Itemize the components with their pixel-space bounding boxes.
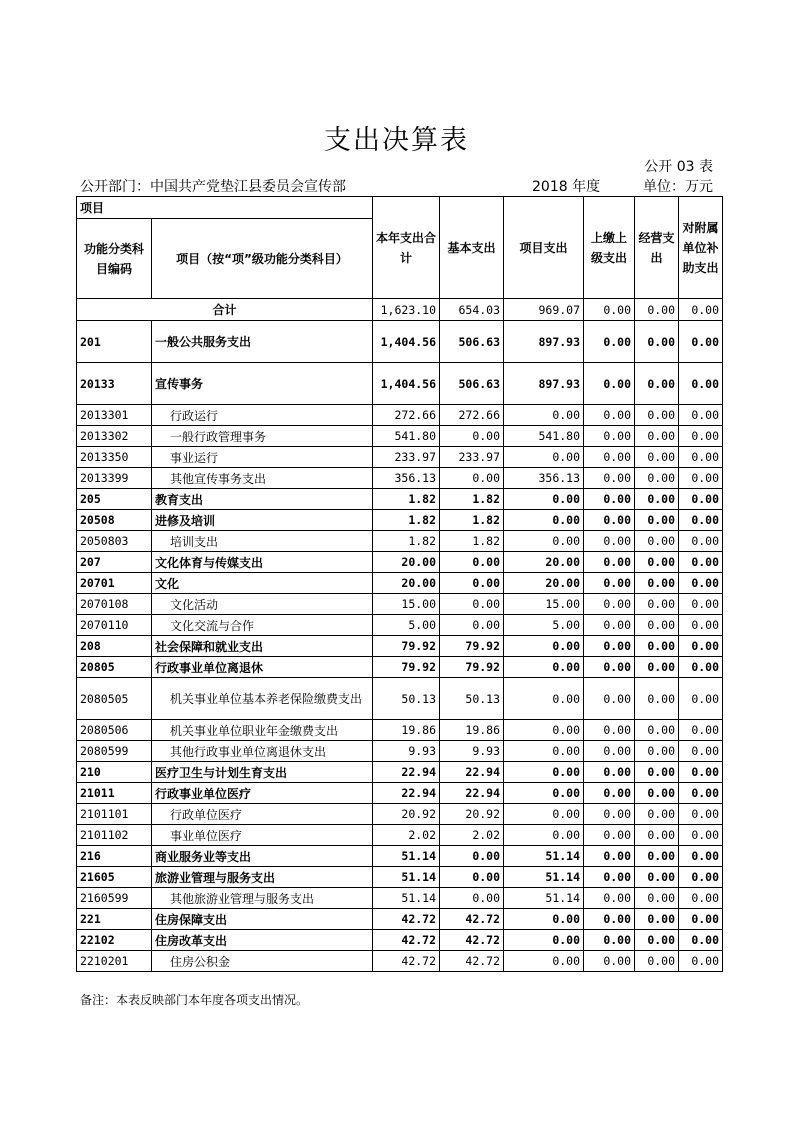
row-upper: 0.00 — [584, 720, 635, 741]
row-name: 一般行政管理事务 — [152, 426, 373, 447]
row-affiliated: 0.00 — [679, 552, 723, 573]
row-upper: 0.00 — [584, 762, 635, 783]
row-total: 541.80 — [373, 426, 440, 447]
row-name: 住房公积金 — [152, 951, 373, 972]
row-basic: 19.86 — [440, 720, 504, 741]
row-code: 20701 — [77, 573, 152, 594]
row-upper: 0.00 — [584, 888, 635, 909]
row-total: 79.92 — [373, 657, 440, 678]
row-total: 20.00 — [373, 552, 440, 573]
table-row — [77, 636, 723, 657]
row-total: 51.14 — [373, 867, 440, 888]
row-name: 商业服务业等支出 — [152, 846, 373, 867]
row-affiliated: 0.00 — [679, 762, 723, 783]
row-affiliated: 0.00 — [679, 615, 723, 636]
table-row — [77, 930, 723, 951]
row-affiliated: 0.00 — [679, 363, 723, 405]
row-code: 2210201 — [77, 951, 152, 972]
row-name: 事业运行 — [152, 447, 373, 468]
row-name: 文化活动 — [152, 594, 373, 615]
table-row — [77, 594, 723, 615]
row-basic: 2.02 — [440, 825, 504, 846]
header-total: 本年支出合计 — [373, 197, 440, 299]
row-affiliated: 0.00 — [679, 930, 723, 951]
table-row — [77, 867, 723, 888]
table-row — [77, 846, 723, 867]
row-code: 201 — [77, 321, 152, 363]
row-code: 21011 — [77, 783, 152, 804]
table-row — [77, 489, 723, 510]
row-upper: 0.00 — [584, 573, 635, 594]
row-upper: 0.00 — [584, 657, 635, 678]
row-total: 15.00 — [373, 594, 440, 615]
row-total: 20.00 — [373, 573, 440, 594]
total-business: 0.00 — [635, 299, 679, 321]
row-upper: 0.00 — [584, 510, 635, 531]
row-business: 0.00 — [635, 405, 679, 426]
row-total: 233.97 — [373, 447, 440, 468]
row-project: 0.00 — [504, 783, 584, 804]
row-upper: 0.00 — [584, 321, 635, 363]
form-number: 公开 03 表 — [644, 159, 713, 175]
row-basic: 79.92 — [440, 657, 504, 678]
row-project: 0.00 — [504, 930, 584, 951]
department-label: 公开部门：中国共产党垫江县委员会宣传部 — [80, 179, 346, 195]
row-total: 1,404.56 — [373, 363, 440, 405]
row-project: 356.13 — [504, 468, 584, 489]
row-total: 79.92 — [373, 636, 440, 657]
row-basic: 42.72 — [440, 951, 504, 972]
total-label: 合计 — [77, 299, 373, 321]
row-business: 0.00 — [635, 678, 679, 720]
row-basic: 506.63 — [440, 363, 504, 405]
row-business: 0.00 — [635, 804, 679, 825]
row-total: 42.72 — [373, 951, 440, 972]
table-row — [77, 426, 723, 447]
row-total: 2.02 — [373, 825, 440, 846]
row-affiliated: 0.00 — [679, 594, 723, 615]
row-upper: 0.00 — [584, 741, 635, 762]
row-business: 0.00 — [635, 489, 679, 510]
row-total: 9.93 — [373, 741, 440, 762]
row-total: 356.13 — [373, 468, 440, 489]
row-basic: 0.00 — [440, 846, 504, 867]
row-upper: 0.00 — [584, 552, 635, 573]
row-name: 住房改革支出 — [152, 930, 373, 951]
row-name: 教育支出 — [152, 489, 373, 510]
row-name: 行政运行 — [152, 405, 373, 426]
table-row — [77, 741, 723, 762]
table-row — [77, 615, 723, 636]
table-row — [77, 720, 723, 741]
table-row — [77, 468, 723, 489]
header-basic: 基本支出 — [440, 197, 504, 299]
row-total: 51.14 — [373, 846, 440, 867]
row-upper: 0.00 — [584, 531, 635, 552]
row-project: 0.00 — [504, 825, 584, 846]
row-business: 0.00 — [635, 573, 679, 594]
header-project: 项目支出 — [504, 197, 584, 299]
row-business: 0.00 — [635, 741, 679, 762]
row-project: 0.00 — [504, 489, 584, 510]
row-basic: 0.00 — [440, 867, 504, 888]
row-affiliated: 0.00 — [679, 657, 723, 678]
row-business: 0.00 — [635, 930, 679, 951]
row-code: 21605 — [77, 867, 152, 888]
row-code: 2013302 — [77, 426, 152, 447]
row-project: 5.00 — [504, 615, 584, 636]
table-row — [77, 951, 723, 972]
row-project: 0.00 — [504, 741, 584, 762]
row-code: 2050803 — [77, 531, 152, 552]
row-total: 1.82 — [373, 510, 440, 531]
table-row — [77, 363, 723, 405]
row-basic: 0.00 — [440, 594, 504, 615]
row-upper: 0.00 — [584, 426, 635, 447]
row-basic: 1.82 — [440, 510, 504, 531]
row-total: 1,404.56 — [373, 321, 440, 363]
row-basic: 79.92 — [440, 636, 504, 657]
row-affiliated: 0.00 — [679, 783, 723, 804]
table-row — [77, 552, 723, 573]
row-business: 0.00 — [635, 867, 679, 888]
row-basic: 22.94 — [440, 762, 504, 783]
row-upper: 0.00 — [584, 846, 635, 867]
row-basic: 42.72 — [440, 909, 504, 930]
unit-label: 单位：万元 — [643, 179, 713, 195]
row-name: 住房保障支出 — [152, 909, 373, 930]
table-row — [77, 783, 723, 804]
row-code: 20508 — [77, 510, 152, 531]
table-row — [77, 321, 723, 363]
table-row — [77, 405, 723, 426]
row-name: 文化交流与合作 — [152, 615, 373, 636]
row-business: 0.00 — [635, 888, 679, 909]
row-total: 42.72 — [373, 930, 440, 951]
row-affiliated: 0.00 — [679, 888, 723, 909]
table-row — [77, 510, 723, 531]
row-name: 机关事业单位职业年金缴费支出 — [152, 720, 373, 741]
row-total: 42.72 — [373, 909, 440, 930]
row-business: 0.00 — [635, 657, 679, 678]
row-total: 51.14 — [373, 888, 440, 909]
row-project: 0.00 — [504, 720, 584, 741]
row-business: 0.00 — [635, 615, 679, 636]
row-business: 0.00 — [635, 510, 679, 531]
row-business: 0.00 — [635, 846, 679, 867]
row-upper: 0.00 — [584, 867, 635, 888]
row-business: 0.00 — [635, 762, 679, 783]
table-row — [77, 531, 723, 552]
row-code: 2013350 — [77, 447, 152, 468]
meta-line — [80, 176, 713, 196]
row-project: 20.00 — [504, 552, 584, 573]
row-business: 0.00 — [635, 363, 679, 405]
row-basic: 0.00 — [440, 468, 504, 489]
row-upper: 0.00 — [584, 636, 635, 657]
row-name: 一般公共服务支出 — [152, 321, 373, 363]
row-total: 50.13 — [373, 678, 440, 720]
row-project: 897.93 — [504, 321, 584, 363]
total-basic: 654.03 — [440, 299, 504, 321]
row-name: 文化 — [152, 573, 373, 594]
table-row — [77, 447, 723, 468]
row-affiliated: 0.00 — [679, 804, 723, 825]
row-basic: 506.63 — [440, 321, 504, 363]
row-name: 行政事业单位离退休 — [152, 657, 373, 678]
total-total: 1,623.10 — [373, 299, 440, 321]
total-project: 969.07 — [504, 299, 584, 321]
header-upper: 上缴上级支出 — [584, 197, 635, 299]
row-project: 897.93 — [504, 363, 584, 405]
footnote: 备注：本表反映部门本年度各项支出情况。 — [80, 993, 309, 1007]
row-basic: 42.72 — [440, 930, 504, 951]
row-business: 0.00 — [635, 468, 679, 489]
row-upper: 0.00 — [584, 468, 635, 489]
row-basic: 1.82 — [440, 489, 504, 510]
row-project: 0.00 — [504, 909, 584, 930]
row-basic: 0.00 — [440, 573, 504, 594]
row-project: 0.00 — [504, 762, 584, 783]
row-basic: 20.92 — [440, 804, 504, 825]
table-row — [77, 573, 723, 594]
row-affiliated: 0.00 — [679, 531, 723, 552]
row-upper: 0.00 — [584, 363, 635, 405]
row-business: 0.00 — [635, 783, 679, 804]
row-name: 培训支出 — [152, 531, 373, 552]
total-affiliated: 0.00 — [679, 299, 723, 321]
row-upper: 0.00 — [584, 951, 635, 972]
row-affiliated: 0.00 — [679, 720, 723, 741]
row-total: 1.82 — [373, 531, 440, 552]
row-basic: 233.97 — [440, 447, 504, 468]
row-basic: 272.66 — [440, 405, 504, 426]
row-affiliated: 0.00 — [679, 426, 723, 447]
row-affiliated: 0.00 — [679, 321, 723, 363]
table-row — [77, 909, 723, 930]
row-total: 272.66 — [373, 405, 440, 426]
row-basic: 9.93 — [440, 741, 504, 762]
row-code: 208 — [77, 636, 152, 657]
row-business: 0.00 — [635, 594, 679, 615]
header-code: 功能分类科目编码 — [77, 219, 152, 299]
table-row — [77, 657, 723, 678]
header-business: 经营支出 — [635, 197, 679, 299]
row-code: 221 — [77, 909, 152, 930]
row-business: 0.00 — [635, 720, 679, 741]
row-code: 2101102 — [77, 825, 152, 846]
row-code: 2070110 — [77, 615, 152, 636]
row-code: 2013399 — [77, 468, 152, 489]
row-project: 541.80 — [504, 426, 584, 447]
row-code: 22102 — [77, 930, 152, 951]
row-project: 0.00 — [504, 405, 584, 426]
row-name: 机关事业单位基本养老保险缴费支出 — [152, 678, 373, 720]
row-code: 210 — [77, 762, 152, 783]
row-project: 51.14 — [504, 867, 584, 888]
row-name: 事业单位医疗 — [152, 825, 373, 846]
row-name: 文化体育与传媒支出 — [152, 552, 373, 573]
row-code: 2160599 — [77, 888, 152, 909]
expenditure-table — [76, 196, 723, 972]
row-total: 22.94 — [373, 783, 440, 804]
table-row — [77, 825, 723, 846]
row-code: 2080599 — [77, 741, 152, 762]
row-code: 2070108 — [77, 594, 152, 615]
row-name: 医疗卫生与计划生育支出 — [152, 762, 373, 783]
row-business: 0.00 — [635, 321, 679, 363]
row-total: 1.82 — [373, 489, 440, 510]
row-affiliated: 0.00 — [679, 846, 723, 867]
row-code: 205 — [77, 489, 152, 510]
row-affiliated: 0.00 — [679, 405, 723, 426]
row-project: 0.00 — [504, 678, 584, 720]
row-name: 行政事业单位医疗 — [152, 783, 373, 804]
row-name: 宣传事务 — [152, 363, 373, 405]
row-upper: 0.00 — [584, 405, 635, 426]
row-project: 0.00 — [504, 447, 584, 468]
row-total: 19.86 — [373, 720, 440, 741]
row-upper: 0.00 — [584, 930, 635, 951]
row-affiliated: 0.00 — [679, 468, 723, 489]
table-row — [77, 888, 723, 909]
row-affiliated: 0.00 — [679, 741, 723, 762]
row-affiliated: 0.00 — [679, 951, 723, 972]
total-row — [77, 299, 723, 321]
row-affiliated: 0.00 — [679, 573, 723, 594]
header-affiliated: 对附属单位补助支出 — [679, 197, 723, 299]
row-business: 0.00 — [635, 531, 679, 552]
row-code: 216 — [77, 846, 152, 867]
row-total: 5.00 — [373, 615, 440, 636]
row-name: 其他旅游业管理与服务支出 — [152, 888, 373, 909]
row-name: 进修及培训 — [152, 510, 373, 531]
row-basic: 0.00 — [440, 615, 504, 636]
row-project: 51.14 — [504, 846, 584, 867]
row-project: 0.00 — [504, 657, 584, 678]
row-business: 0.00 — [635, 552, 679, 573]
row-affiliated: 0.00 — [679, 825, 723, 846]
row-basic: 22.94 — [440, 783, 504, 804]
page-title: 支出决算表 — [324, 125, 469, 156]
year-label: 2018 年度 — [532, 179, 601, 195]
row-project: 0.00 — [504, 951, 584, 972]
table-row — [77, 804, 723, 825]
row-code: 2101101 — [77, 804, 152, 825]
row-code: 2080505 — [77, 678, 152, 720]
row-code: 2013301 — [77, 405, 152, 426]
row-name: 社会保障和就业支出 — [152, 636, 373, 657]
row-total: 22.94 — [373, 762, 440, 783]
row-upper: 0.00 — [584, 594, 635, 615]
row-upper: 0.00 — [584, 909, 635, 930]
table-row — [77, 678, 723, 720]
row-project: 51.14 — [504, 888, 584, 909]
header-item: 项目 — [77, 197, 373, 219]
row-project: 0.00 — [504, 636, 584, 657]
row-basic: 50.13 — [440, 678, 504, 720]
row-business: 0.00 — [635, 447, 679, 468]
row-business: 0.00 — [635, 426, 679, 447]
row-code: 2080506 — [77, 720, 152, 741]
row-code: 207 — [77, 552, 152, 573]
row-upper: 0.00 — [584, 783, 635, 804]
row-upper: 0.00 — [584, 447, 635, 468]
table-header — [77, 197, 723, 299]
row-business: 0.00 — [635, 636, 679, 657]
table-row — [77, 762, 723, 783]
row-upper: 0.00 — [584, 825, 635, 846]
row-business: 0.00 — [635, 909, 679, 930]
row-business: 0.00 — [635, 825, 679, 846]
table-body — [77, 299, 723, 972]
row-affiliated: 0.00 — [679, 489, 723, 510]
row-upper: 0.00 — [584, 489, 635, 510]
total-upper: 0.00 — [584, 299, 635, 321]
row-business: 0.00 — [635, 951, 679, 972]
row-name: 行政单位医疗 — [152, 804, 373, 825]
row-basic: 0.00 — [440, 552, 504, 573]
row-affiliated: 0.00 — [679, 447, 723, 468]
row-project: 20.00 — [504, 573, 584, 594]
row-project: 15.00 — [504, 594, 584, 615]
row-upper: 0.00 — [584, 804, 635, 825]
row-project: 0.00 — [504, 804, 584, 825]
header-name: 项目（按“项”级功能分类科目） — [152, 219, 373, 299]
row-name: 旅游业管理与服务支出 — [152, 867, 373, 888]
row-project: 0.00 — [504, 510, 584, 531]
row-basic: 0.00 — [440, 426, 504, 447]
row-upper: 0.00 — [584, 678, 635, 720]
row-code: 20133 — [77, 363, 152, 405]
row-affiliated: 0.00 — [679, 678, 723, 720]
row-affiliated: 0.00 — [679, 636, 723, 657]
row-name: 其他行政事业单位离退休支出 — [152, 741, 373, 762]
row-upper: 0.00 — [584, 615, 635, 636]
row-affiliated: 0.00 — [679, 867, 723, 888]
row-project: 0.00 — [504, 531, 584, 552]
row-name: 其他宣传事务支出 — [152, 468, 373, 489]
row-code: 20805 — [77, 657, 152, 678]
row-basic: 0.00 — [440, 888, 504, 909]
row-total: 20.92 — [373, 804, 440, 825]
row-affiliated: 0.00 — [679, 510, 723, 531]
row-affiliated: 0.00 — [679, 909, 723, 930]
row-basic: 1.82 — [440, 531, 504, 552]
